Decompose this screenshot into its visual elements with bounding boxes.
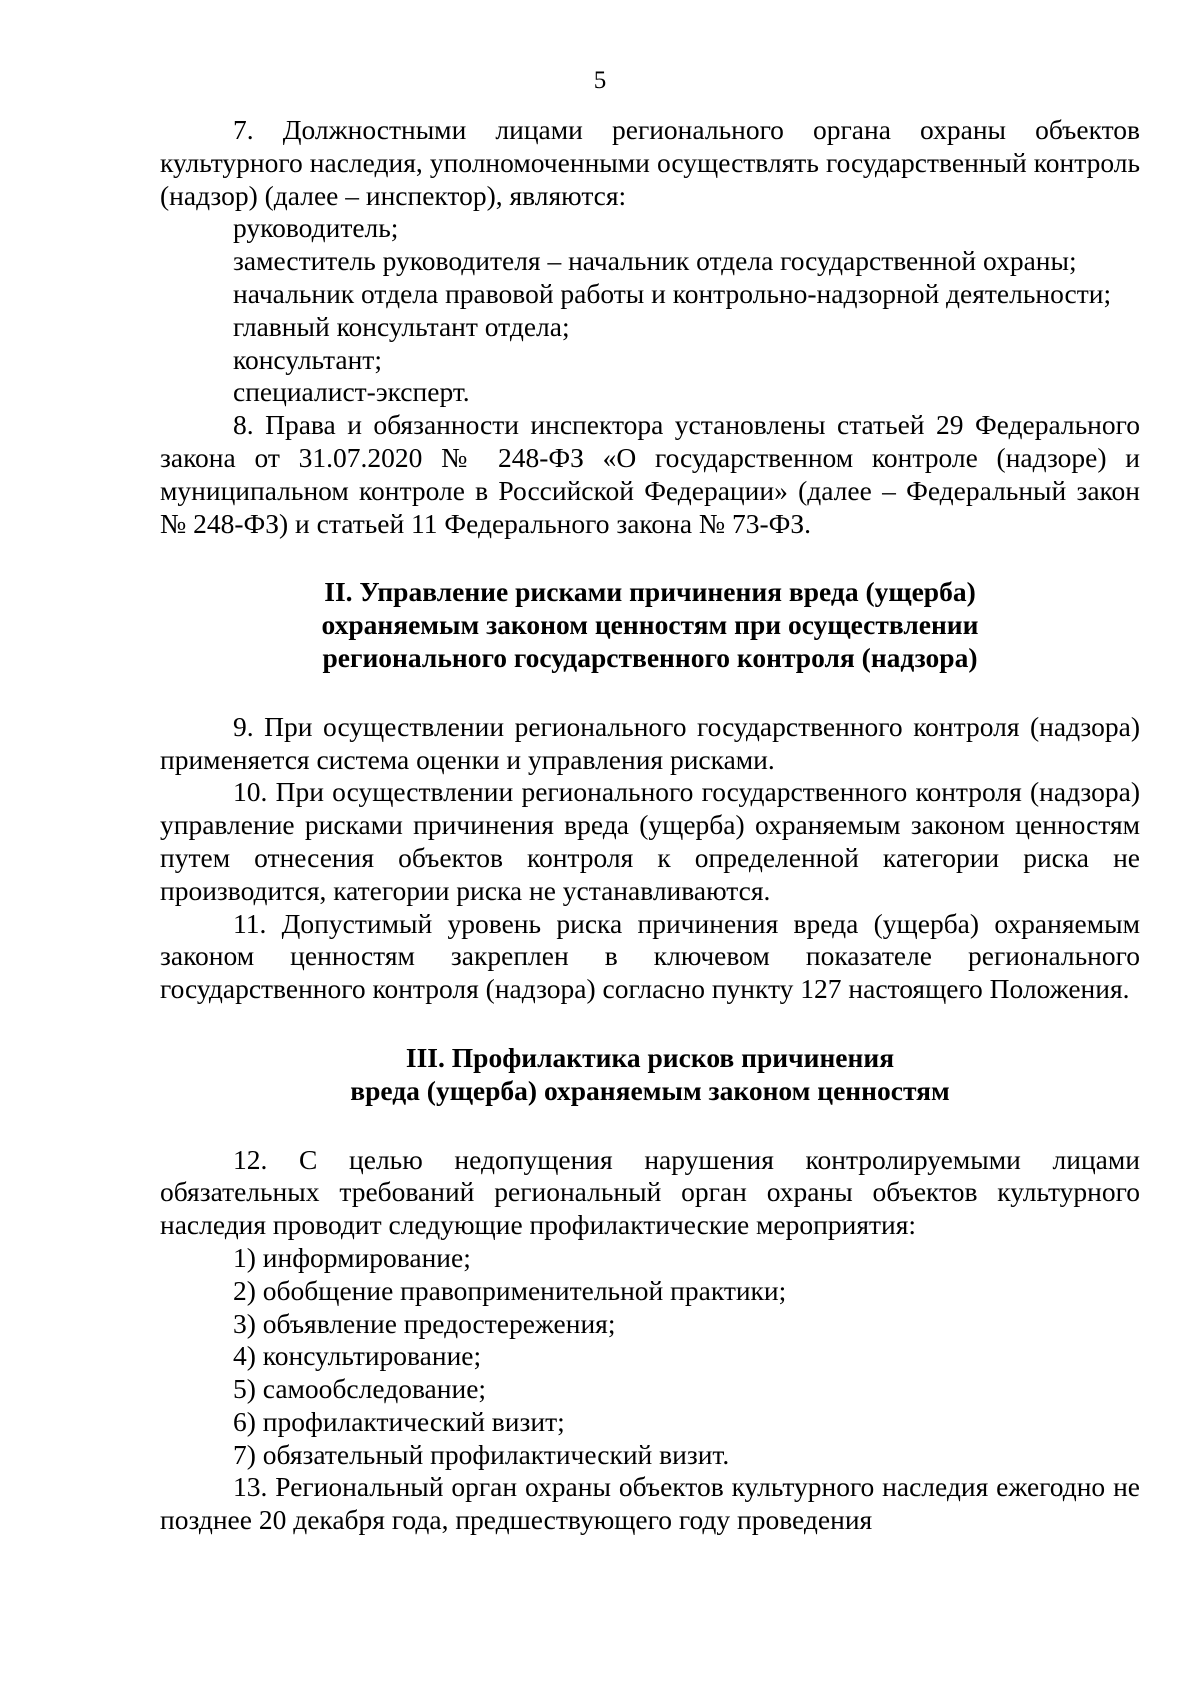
page-number: 5 (593, 67, 607, 94)
document-body (160, 114, 1140, 1537)
section-title-line: охраняемым законом ценностям при осуществлении (321, 609, 979, 641)
section-title-line: III. Профилактика рисков причинения (405, 1041, 895, 1073)
paragraph-7-item: специалист-эксперт. (233, 376, 470, 408)
paragraph-12-intro: 12. С целью недопущения нарушения контролируемыми лицами обязательных требований региональный орган охраны объектов культурного наследия проводит следующие профилактические мероприятия: (160, 1143, 1140, 1241)
paragraph-12-item: 6) профилактический визит; (233, 1405, 565, 1437)
paragraph-7-item: начальник отдела правовой работы и контрольно-надзорной деятельности; (233, 277, 1112, 309)
section-3-title (160, 1042, 1140, 1108)
paragraph-11: 11. Допустимый уровень риска причинения вреда (ущерба) охраняемым законом ценностям закреплен в ключевом показателе регионального государственного контроля (надзора) согласно пункту 127 настоящего Положения. (160, 907, 1140, 1005)
paragraph-13: 13. Региональный орган охраны объектов культурного наследия ежегодно не позднее 20 декабря года, предшествующего году проведения (160, 1471, 1140, 1536)
paragraph-7-intro: 7. Должностными лицами регионального органа охраны объектов культурного наследия, уполномоченными осуществлять государственный контроль (надзор) (далее – инспектор), являются: (160, 114, 1140, 211)
paragraph-9: 9. При осуществлении регионального государственного контроля (надзора) применяется система оценки и управления рисками. (160, 710, 1140, 775)
paragraph-12-item: 5) самообследование; (233, 1373, 487, 1405)
section-title-line: вреда (ущерба) охраняемым законом ценностям (350, 1074, 950, 1106)
section-title-line: регионального государственного контроля (надзора) (322, 641, 978, 673)
spacer (160, 1006, 1140, 1042)
paragraph-7-item: заместитель руководителя – начальник отдела государственной охраны; (233, 245, 1077, 277)
paragraph-10: 10. При осуществлении регионального государственного контроля (надзора) управление рисками причинения вреда (ущерба) охраняемым законом ценностям путем отнесения объектов контроля к определенной категории риска не производится, категории риска не устанавливаются. (160, 776, 1140, 906)
spacer (160, 540, 1140, 576)
section-2-title (160, 576, 1140, 674)
section-title-line: II. Управление рисками причинения вреда (ущерба) (324, 576, 976, 608)
spacer (160, 1108, 1140, 1144)
paragraph-12-item: 3) объявление предостережения; (233, 1307, 616, 1339)
spacer (160, 675, 1140, 711)
paragraph-12-item: 1) информирование; (233, 1241, 471, 1273)
paragraph-12-item: 4) консультирование; (233, 1340, 482, 1372)
paragraph-7-item: руководитель; (233, 212, 399, 244)
paragraph-12-item: 7) обязательный профилактический визит. (233, 1438, 730, 1470)
paragraph-12-item: 2) обобщение правоприменительной практики; (233, 1274, 787, 1306)
paragraph-7-item: главный консультант отдела; (233, 310, 570, 342)
paragraph-7-item: консультант; (233, 343, 382, 375)
paragraph-8: 8. Права и обязанности инспектора установлены статьей 29 Федерального закона от 31.07.2020 № 248-ФЗ «О государственном контроле (надзоре) и муниципальном контроле в Российской Федерации» (далее – Федеральный закон № 248-ФЗ) и статьей 11 Федерального закона № 73-ФЗ. (160, 409, 1140, 539)
